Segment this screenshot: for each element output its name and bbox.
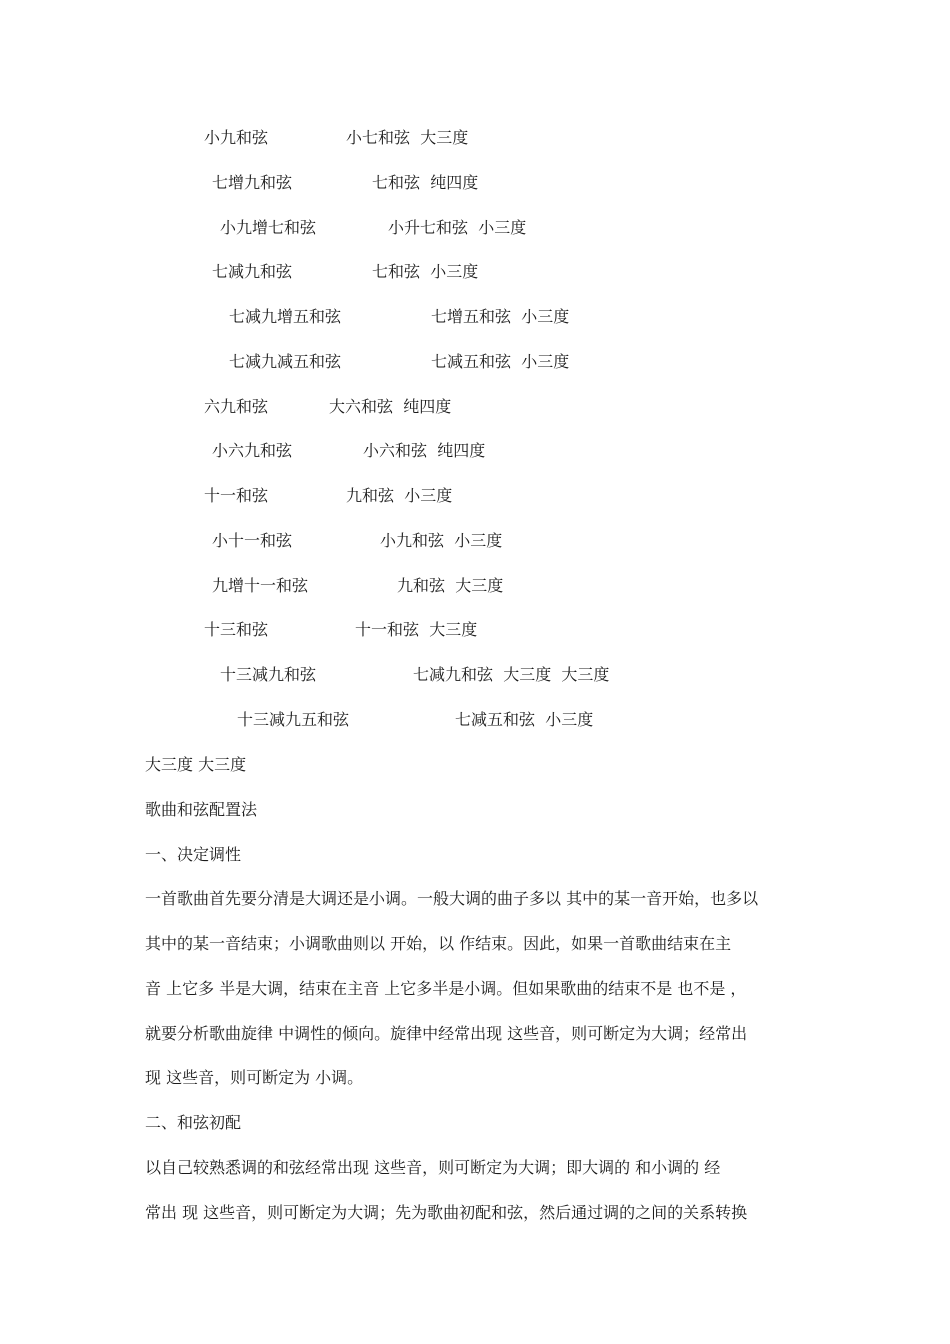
paragraph-line: 常出 现 这些音，则可断定为大调；先为歌曲初配和弦，然后通过调的之间的关系转换 [145, 1203, 748, 1222]
chord-name: 七减九和弦 [212, 262, 293, 281]
chord-intervals: 大三度 [455, 576, 504, 595]
chord-name: 七增九和弦 [212, 173, 293, 192]
chord-name: 小十一和弦 [212, 531, 293, 550]
chord-intervals: 小三度 [430, 262, 479, 281]
chord-base: 小升七和弦 [388, 218, 469, 237]
paragraph-line: 就要分析歌曲旋律 中调性的倾向。旋律中经常出现 这些音，则可断定为大调；经常出 [145, 1024, 748, 1043]
chord-base: 七增五和弦 [431, 307, 512, 326]
chord-line [212, 531, 503, 551]
chord-intervals: 小三度 [404, 486, 453, 505]
chord-line [212, 262, 479, 282]
chord-intervals: 大三度 [420, 128, 469, 147]
heading-decide-key: 一、决定调性 [145, 845, 242, 864]
chord-intervals: 小三度 [478, 218, 527, 237]
chord-name: 小九增七和弦 [220, 218, 317, 237]
chord-name: 小九和弦 [204, 128, 269, 147]
chord-name: 十三减九五和弦 [237, 710, 350, 729]
chord-name: 十三和弦 [204, 620, 269, 639]
chord-base: 小九和弦 [380, 531, 445, 550]
chord-intervals: 小三度 [521, 307, 570, 326]
chord-name: 七减九减五和弦 [229, 352, 342, 371]
chord-base: 九和弦 [346, 486, 395, 505]
chord-intervals: 小三度 [521, 352, 570, 371]
chord-intervals: 小三度 [454, 531, 503, 550]
chord-line [204, 397, 452, 417]
chord-base: 九和弦 [397, 576, 446, 595]
chord-intervals: 纯四度 [437, 441, 486, 460]
section-title: 歌曲和弦配置法 [145, 800, 258, 819]
chord-line [229, 352, 570, 372]
heading-initial-chords: 二、和弦初配 [145, 1113, 242, 1132]
chord-name: 小六九和弦 [212, 441, 293, 460]
chord-line [212, 441, 486, 461]
chord-base: 十一和弦 [355, 620, 420, 639]
chord-base: 大六和弦 [329, 397, 394, 416]
chord-name: 十一和弦 [204, 486, 269, 505]
chord-base: 七减五和弦 [455, 710, 536, 729]
chord-intervals: 纯四度 [403, 397, 452, 416]
paragraph-line: 其中的某一音结束；小调歌曲则以 开始，以 作结束。因此，如果一首歌曲结束在主 [145, 934, 732, 953]
continuation-line: 大三度 大三度 [145, 755, 247, 774]
chord-line [212, 173, 479, 193]
chord-name: 七减九增五和弦 [229, 307, 342, 326]
chord-intervals: 大三度 大三度 [503, 665, 610, 684]
chord-base: 七和弦 [372, 262, 421, 281]
chord-base: 七减五和弦 [431, 352, 512, 371]
chord-line [229, 307, 570, 327]
chord-intervals: 纯四度 [430, 173, 479, 192]
chord-base: 七和弦 [372, 173, 421, 192]
chord-base: 小七和弦 [346, 128, 411, 147]
chord-line [220, 218, 527, 238]
chord-line [204, 620, 478, 640]
chord-line [204, 128, 469, 148]
chord-base: 七减九和弦 [413, 665, 494, 684]
paragraph-line: 一首歌曲首先要分清是大调还是小调。一般大调的曲子多以 其中的某一音开始，也多以 [145, 889, 759, 908]
chord-line [204, 486, 453, 506]
chord-name: 九增十一和弦 [212, 576, 309, 595]
chord-intervals: 大三度 [429, 620, 478, 639]
chord-intervals: 小三度 [545, 710, 594, 729]
chord-line [212, 576, 504, 596]
chord-line [220, 665, 610, 685]
paragraph-line: 音 上它多 半是大调，结束在主音 上它多半是小调。但如果歌曲的结束不是 也不是 ， [145, 979, 747, 998]
chord-base: 小六和弦 [363, 441, 428, 460]
paragraph-line: 现 这些音，则可断定为 小调。 [145, 1068, 364, 1087]
chord-name: 十三减九和弦 [220, 665, 317, 684]
chord-name: 六九和弦 [204, 397, 269, 416]
chord-line [237, 710, 594, 730]
paragraph-line: 以自己较熟悉调的和弦经常出现 这些音，则可断定为大调；即大调的 和小调的 经 [145, 1158, 721, 1177]
